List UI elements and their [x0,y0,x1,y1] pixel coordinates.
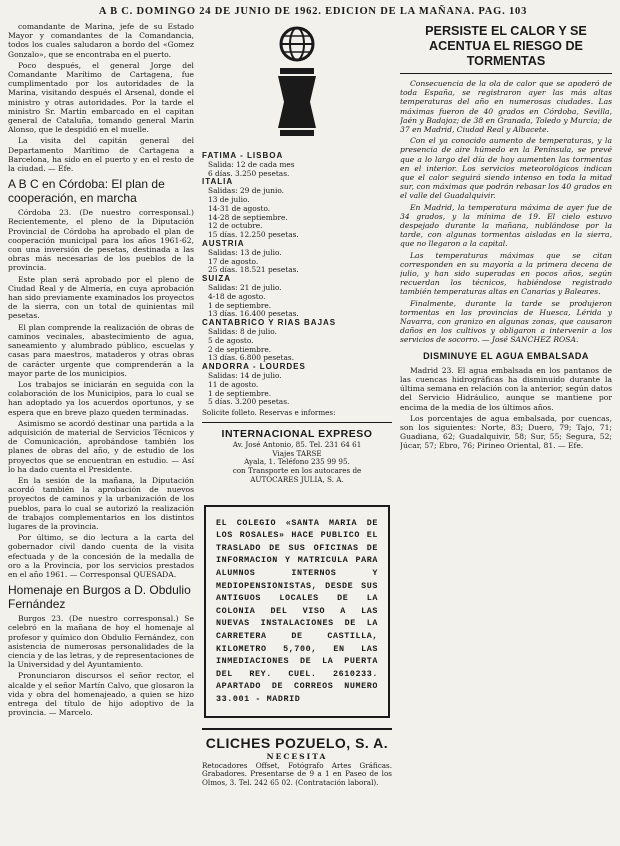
destination-line: 13 días. 6.800 pesetas. [208,353,295,363]
paragraph: Asimismo se acordó destinar una partida a la adquisición de material de Servicios Técnicos y de Comunicación, aprobándose también los planes de obras del año, y de estudio de los proyectos que se encuentran en estudio. — Así lo ha dado cuenta el Presidente. [8,418,194,474]
paragraph: Finalmente, durante la tarde se produjeron tormentas en las provincias de Huesca, Lérida y Navarra, con granizo en algunas zonas, que causaron daños en los cultivos y obligaron a intervenir a los servicios de socorro. — José SANCHEZ ROSA. [400,298,612,345]
cliches-ad-title: CLICHES POZUELO, S. A. [202,728,392,751]
paragraph: Córdoba 23. (De nuestro corresponsal.) Recientemente, el pleno de la Diputación Provincial de Córdoba ha aprobado el plan de cooperación municipal para los años 1961-62, con una inversión de pesetas, destinada a las obras más necesarias de los pueblos de la provincia. [8,208,194,273]
paragraph: En la sesión de la mañana, la Diputación acordó también la aprobación de nuevos proyectos de caminos y la urbanización de los pueblos, para lo cual se autorizó la realización de trabajos complementarios en los distintos lugares de la provincia. [8,475,194,531]
paragraph: comandante de Marina, jefe de su Estado Mayor y comandantes de la Comandancia, todos los cuales saludaron a bordo del «Gomez Gonzalo», que se encontraba en el puerto. [8,22,194,59]
destination-item [202,178,392,240]
globe-logo-icon [266,24,328,148]
travel-logo [202,24,392,148]
destination-line: 1 de septiembre. [208,300,272,310]
destination-line: 5 de agosto. [208,335,254,345]
destination-line: Salida: 12 de cada mes [208,159,295,169]
agency-line: Viajes TARSE [272,448,322,458]
destination-line: 1 de septiembre. [208,388,272,398]
paragraph: Pronunciaron discursos el señor rector, el alcalde y el señor Martín Calvo, que glosaron la vida y obra del homenajeado, a quien se hizo entrega del título de hijo adoptivo de la provincia. — Marcelo. [8,671,194,718]
paragraph: La visita del capitán general del Departamento Marítimo de Cartagena a Barcelona, ha sido en el puerto y en el resto de la ciudad. — Efe. [8,136,194,174]
paragraph: Este plan será aprobado por el pleno de Ciudad Real y de Almería, en cuya aprobación han sido previamente examinados los proyectos de la sierra, con un total de quinientas mil pesetas. [8,274,194,321]
destination-item [202,152,392,178]
destination-line: 13 días. 16.400 pesetas. [208,309,299,319]
destination-line: 12 de octubre. [208,221,263,231]
agency-details [202,441,392,485]
destination-line: 13 de julio. [208,194,250,204]
paragraph: Consecuencia de la ola de calor que se apoderó de toda España, se registraron ayer las más altas temperaturas del año en numerosas ciudades. Las máximas fueron de 40 grados en Córdoba, Sevilla, Jaén y Badajoz; de 38 en Granada, Toledo y Murcia; de 37 en Madrid, Ciudad Real y Albacete. [400,79,612,135]
paragraph: Los porcentajes de agua embalsada, por cuencas, son los siguientes: Norte, 83; Duero, 79; Tajo, 71; Guadiana, 62; Guadalquivir, 58; Sur, 55; Segura, 52; Júcar, 57; Ebro, 76; Pirineo Oriental, 81. — Efe. [400,413,612,451]
agency-line: Av. José Antonio, 85. Tel. 231 64 61 [232,439,362,449]
article-intro [8,22,194,173]
destination-name: ANDORRA - LOURDES [202,362,306,372]
column-middle [202,22,392,840]
cliches-ad-body: Retocadores Offset, Fotógrafo Artes Gráficas. Grabadores. Presentarse de 9 a 1 en Paseo de los Olmos, 3. Tel. 242 65 02. (Contratación laboral). [202,760,392,788]
column-right [400,22,612,840]
destination-line: 25 días. 18.521 pesetas. [208,265,299,275]
travel-destinations [202,152,392,407]
page-header: A B C. DOMINGO 24 DE JUNIO DE 1962. EDICION DE LA MAÑANA. PAG. 103 [98,6,528,17]
reservoir-headline: DISMINUYE EL AGUA EMBALSADA [423,350,589,361]
destination-line: Salidas: 13 de julio. [208,247,282,257]
article-homenaje [8,614,194,717]
destination-name: ITALIA [202,177,234,187]
agency-line: AUTOCARES JULIA, S. A. [250,474,344,484]
weather-headline: PERSISTE EL CALOR Y SE ACENTUA EL RIESGO DE TORMENTAS [400,24,612,74]
agency-name: INTERNACIONAL EXPRESO [221,427,373,440]
destination-line: Salidas: 14 de julio. [208,370,282,380]
article-cordoba [8,208,194,579]
paragraph: Las temperaturas máximas que se citan corresponden en su mayoría a la primera decena de julio, y han sido superadas en pocos años, según recuerdan los técnicos, habiéndose registrado también temperaturas altas en Canarias y Baleares. [400,250,612,297]
destination-line: 14-31 de agosto. [208,203,271,213]
cordoba-headline: A B C en Córdoba: El plan de cooperación, en marcha [8,177,165,206]
destination-line: 6 días. 3.250 pesetas. [208,168,290,178]
paragraph: En Madrid, la temperatura máxima de ayer fue de 34 grados, y la mínima de 19. El cielo estuvo despejado durante la mañana, nublándose por la tarde, con algunas tormentas aisladas en la sierra, que no llegaron a la capital. [400,202,612,249]
destination-line: Salidas: 8 de julio. [208,326,277,336]
destination-item [202,363,392,407]
destination-line: Salidas: 21 de julio. [208,282,282,292]
paragraph: Los trabajos se iniciarán en seguida con la colaboración de los Municipios, para lo cual se han adoptado ya los acuerdos oportunos, y se espera que en breve plazo queden terminadas. [8,379,194,417]
cliches-ad-subtitle: NECESITA [266,751,328,761]
column-left [8,22,194,840]
paragraph: Por último, se dio lectura a la carta del gobernador civil dando cuenta de la visita efectuada y de la concesión de la medalla de oro a la Provincia, por los servicios prestados en el año 1961. — Corresponsal QUESADA. [8,533,194,579]
destination-item [202,240,392,275]
reservoir-article [400,366,612,451]
paragraph: Poco después, el general Jorge del Comandante Marítimo de Cartagena, fue cumplimentado por los autoridades de la Marina, visitando después el Arsenal, donde el ministro y otras autoridades. Por la tarde el ministro Sr. Martin embarcado en el capitan general de Cataluña, tomando general Marin Alonso, que le despidió en el muelle. [8,60,194,135]
destination-name: AUSTRIA [202,238,245,248]
paragraph: Burgos 23. (De nuestro corresponsal.) Se celebró en la mañana de hoy el homenaje al profesor y químico don Obdulio Fernández, con asistencia de numerosas personalidades de la ciencia y de las letras, y de representaciones de la Universidad y del Ayuntamiento. [8,614,194,670]
destination-line: 11 de agosto. [208,379,259,389]
destination-name: FATIMA - LISBOA [202,151,284,160]
school-ad: EL COLEGIO «SANTA MARIA DE LOS ROSALES» HACE PUBLICO EL TRASLADO DE SUS OFICINAS DE INFORMACION Y MATRICULA PARA ALUMNOS INTERNOS Y MEDIOPENSIONISTAS, DESDE SUS ANTIGUOS LOCALES DE LA COLONIA DEL VISO A LAS NUEVAS INSTALACIONES DE LA CARRETERA DE CASTILLA, KILOMETRO 5,700, EN LAS INMEDIACIONES DE LA PUERTA DEL REY. CUEL. 2610233. APARTADO DE CORREOS NUMERO 33.001 - MADRID [204,505,390,718]
destination-item [202,319,392,363]
divider [202,422,392,423]
paragraph: El plan comprende la realización de obras de caminos vecinales, abastecimiento de agua, saneamiento y alumbrado público, escuelas y casas para maestros, mataderos y otras obras de carácter urgente que comprenderán a la mayor parte de los municipios. [8,322,194,378]
destination-name: SUIZA [202,274,231,284]
destination-line: Salidas: 29 de junio. [208,186,285,196]
travel-note: Solicite folleto. Reservas e informes: [202,408,336,418]
destination-name: CANTABRICO Y RIAS BAJAS [202,318,337,328]
destination-line: 2 de septiembre. [208,344,272,354]
weather-article [400,79,612,345]
destination-line: 5 días. 3.200 pesetas. [208,397,290,407]
destination-item [202,275,392,319]
homenaje-headline: Homenaje en Burgos a D. Obdulio Fernández [8,583,191,612]
destination-line: 14-28 de septiembre. [208,212,288,222]
paragraph: Con el ya conocido aumento de temperaturas, y la presencia de aire húmedo en la Península, se prevé que a lo largo del día de hoy aumenten las tormentas en el interior. Los servicios meteorológicos indican que el calor seguirá siendo intenso en toda la mitad sur, con máximas que podrán rebasar los 40 grados en el valle del Guadalquivir. [400,136,612,201]
agency-line: con Transporte en los autocares de [232,466,362,476]
destination-line: 4-18 de agosto. [208,291,266,301]
paragraph: Madrid 23. El agua embalsada en los pantanos de las cuencas hidrográficas ha disminuido durante la última semana en relación con la anterior, según datos del Servicio Hidráulico, aunque se mantiene por encima de la media de los últimos años. [400,365,612,412]
destination-line: 17 de agosto. [208,256,259,266]
agency-line: Ayala, 1. Teléfono 235 99 95. [244,457,350,467]
destination-line: 15 días. 12.250 pesetas. [208,230,299,240]
